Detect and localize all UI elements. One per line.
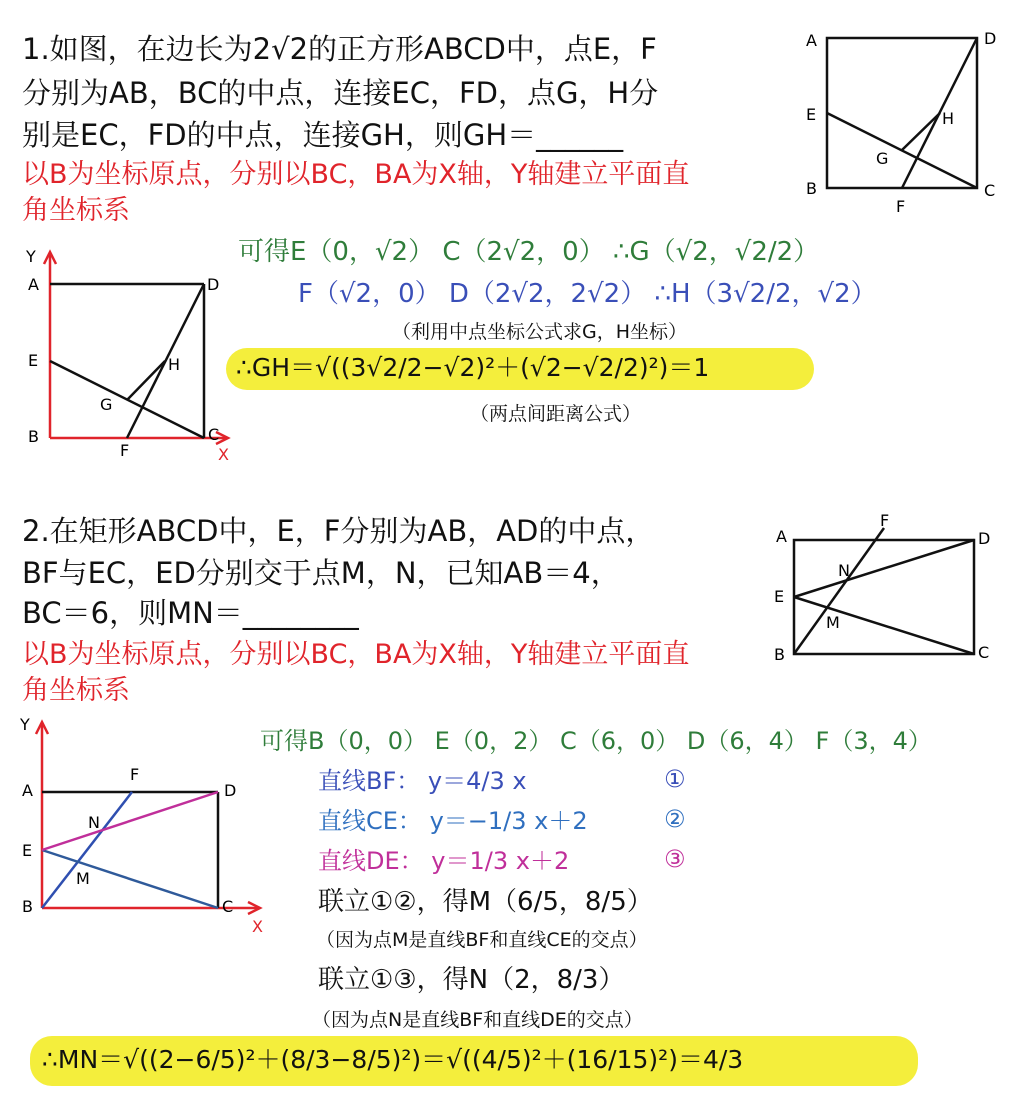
p1-fig-label-D: D xyxy=(984,29,997,48)
p2-coord-label-M: M xyxy=(76,869,90,888)
p2-fig-label-C: C xyxy=(978,643,990,662)
p2-coord-label-C: C xyxy=(222,897,234,916)
p1-fig-label-F: F xyxy=(896,197,906,216)
p1-fig-label-C: C xyxy=(984,181,996,200)
p2-fig-label-M: M xyxy=(826,613,840,632)
p1-figure-coordinate xyxy=(20,238,240,468)
p1-coord-label-Y: Y xyxy=(26,247,36,266)
p2-fig-label-B: B xyxy=(774,645,785,664)
p2-line-de-label: 直线DE： xyxy=(318,847,424,875)
p2-coords: 可得B（0，0） E（0，2） C（6，0） D（6，4） F（3，4） xyxy=(260,727,932,755)
p2-coord-label-B: B xyxy=(22,897,33,916)
p1-coord-label-H: H xyxy=(168,355,181,374)
p1-coord-label-F: F xyxy=(120,441,130,460)
p1-figure-square xyxy=(800,24,1015,219)
p1-fig-label-B: B xyxy=(806,179,817,198)
p2-coord-label-Y: Y xyxy=(20,715,30,734)
p2-fig-label-E: E xyxy=(774,587,785,606)
p2-coord-label-D: D xyxy=(224,781,237,800)
p1-fig-label-A: A xyxy=(806,31,817,50)
p1-question-line2: 分别为AB，BC的中点，连接EC，FD，点G，H分 xyxy=(22,76,659,110)
p2-fig-label-F: F xyxy=(880,511,890,530)
p1-coord-label-X: X xyxy=(218,445,229,464)
p2-solve-m: 联立①②，得M（6/5，8/5） xyxy=(318,887,653,917)
p2-question-line2: BF与EC，ED分别交于点M，N，已知AB＝4， xyxy=(22,556,620,590)
p2-line-bf-label: 直线BF： xyxy=(318,767,421,795)
p1-coord-label-D: D xyxy=(207,275,220,294)
p1-coord-label-A: A xyxy=(28,275,39,294)
p1-question-line1: 1.如图，在边长为2√2的正方形ABCD中，点E，F xyxy=(22,32,657,66)
p2-figure-coordinate xyxy=(14,714,274,938)
p2-question-line3: BC＝6，则MN＝________ xyxy=(22,596,359,630)
p2-result-formula: ∴MN＝√((2−6/5)²＋(8/3−8/5)²)＝√((4/5)²＋(16/15)²)＝4/3 xyxy=(42,1045,744,1074)
p2-fig-label-D: D xyxy=(978,529,991,548)
p2-note-m: （因为点M是直线BF和直线CE的交点） xyxy=(316,929,648,951)
p2-figure-rectangle xyxy=(770,510,1015,665)
p2-line-de xyxy=(318,848,569,874)
p2-fig-label-N: N xyxy=(838,561,850,580)
p2-line-ce-label: 直线CE： xyxy=(318,807,422,835)
p2-setup-line2: 角坐标系 xyxy=(22,675,130,706)
p1-coords-blue: F（√2，0） D（2√2，2√2） ∴H（3√2/2，√2） xyxy=(298,279,877,309)
p1-coords-green: 可得E（0，√2） C（2√2，0） ∴G（√2，√2/2） xyxy=(238,237,820,267)
p1-coord-label-E: E xyxy=(28,351,39,370)
p1-fig-label-G: G xyxy=(876,149,889,168)
p2-eq1-number: ① xyxy=(664,765,686,793)
p1-result-formula: ∴GH＝√((3√2/2−√2)²＋(√2−√2/2)²)＝1 xyxy=(236,353,710,382)
p2-fig-label-A: A xyxy=(776,527,787,546)
p2-coord-label-F: F xyxy=(130,765,140,784)
p2-line-bf xyxy=(318,768,527,794)
p2-coord-label-X: X xyxy=(252,917,263,936)
p2-coord-label-E: E xyxy=(22,841,33,860)
p1-coord-label-C: C xyxy=(208,425,220,444)
p1-fig-label-H: H xyxy=(942,109,955,128)
p1-question-line3: 别是EC，FD的中点，连接GH，则GH＝______ xyxy=(22,118,624,152)
p1-note-midpoint: （利用中点坐标公式求G，H坐标） xyxy=(392,321,688,343)
p2-coord-label-N: N xyxy=(88,813,100,832)
p2-eq3-number: ③ xyxy=(664,845,686,873)
p2-solve-n: 联立①③，得N（2，8/3） xyxy=(318,965,625,995)
p1-setup-line1: 以B为坐标原点，分别以BC，BA为X轴，Y轴建立平面直 xyxy=(22,159,690,190)
p2-setup-line1: 以B为坐标原点，分别以BC，BA为X轴，Y轴建立平面直 xyxy=(22,639,690,670)
p1-fig-label-E: E xyxy=(806,105,817,124)
p1-coord-label-G: G xyxy=(100,395,113,414)
p1-setup-line2: 角坐标系 xyxy=(22,195,130,226)
p1-note-distance: （两点间距离公式） xyxy=(470,403,642,425)
p1-coord-label-B: B xyxy=(28,427,39,446)
p2-coord-label-A: A xyxy=(22,781,33,800)
p2-line-ce-eq: y＝−1/3 x＋2 xyxy=(429,807,588,835)
p2-line-bf-eq: y＝4/3 x xyxy=(427,767,527,795)
p2-line-ce xyxy=(318,808,588,834)
p2-note-n: （因为点N是直线BF和直线DE的交点） xyxy=(312,1009,643,1031)
p2-question-line1: 2.在矩形ABCD中，E，F分别为AB，AD的中点， xyxy=(22,514,655,548)
p2-eq2-number: ② xyxy=(664,805,686,833)
p2-line-de-eq: y＝1/3 x＋2 xyxy=(431,847,570,875)
